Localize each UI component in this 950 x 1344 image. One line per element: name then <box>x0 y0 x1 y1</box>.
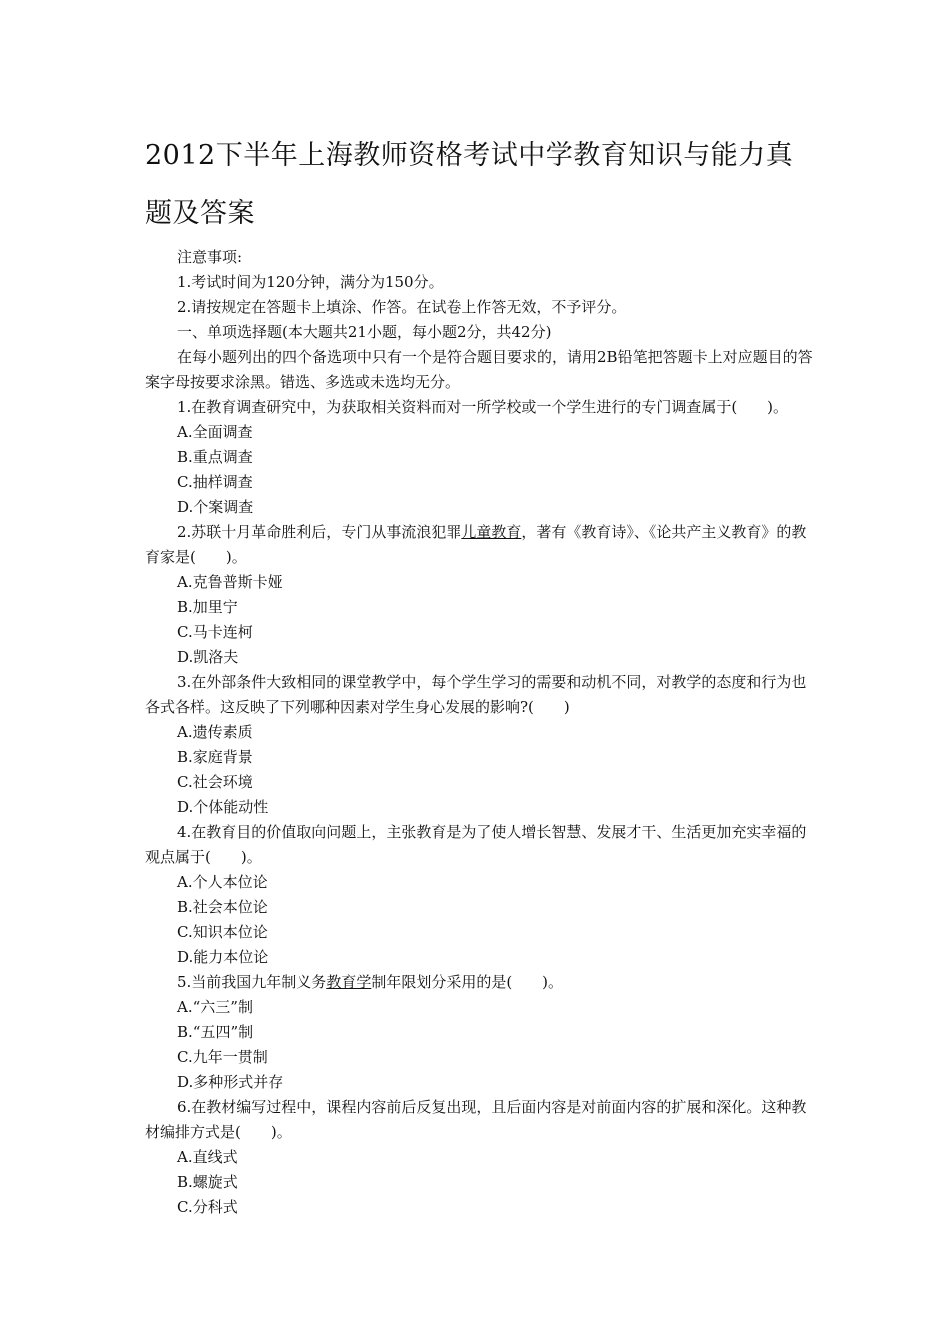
stem-link-children-education[interactable]: 儿童教育 <box>461 523 522 541</box>
question-4 <box>145 820 815 970</box>
question-1 <box>145 395 815 520</box>
question-stem <box>145 970 815 995</box>
notice-heading: 注意事项: <box>177 248 243 266</box>
section-heading: 一、单项选择题(本大题共21小题，每小题2分，共42分) <box>177 323 552 341</box>
option-a: A.全面调查 <box>177 423 253 441</box>
document-title: 2012下半年上海教师资格考试中学教育知识与能力真题及答案 <box>145 140 794 229</box>
document-page <box>145 0 815 1220</box>
option-d: D.能力本位论 <box>177 948 269 966</box>
option-b: B.重点调查 <box>177 448 253 466</box>
stem-text-before: 5.当前我国九年制义务 <box>177 973 327 991</box>
notice-item-1: 1.考试时间为120分钟，满分为150分。 <box>177 273 444 291</box>
question-stem <box>145 520 815 570</box>
option-d: D.个案调查 <box>177 498 254 516</box>
option-c: C.知识本位论 <box>177 923 268 941</box>
option-a: A.“六三”制 <box>177 998 253 1016</box>
option-c: C.抽样调查 <box>177 473 253 491</box>
stem-text-before: 2.苏联十月革命胜利后，专门从事流浪犯罪 <box>177 523 462 541</box>
option-c: C.社会环境 <box>177 773 253 791</box>
option-a: A.个人本位论 <box>177 873 268 891</box>
option-c: C.九年一贯制 <box>177 1048 268 1066</box>
question-stem: 6.在教材编写过程中，课程内容前后反复出现，且后面内容是对前面内容的扩展和深化。这种教材编排方式是( )。 <box>145 1098 807 1141</box>
question-2 <box>145 520 815 670</box>
option-b: B.加里宁 <box>177 598 238 616</box>
option-d: D.凯洛夫 <box>177 648 239 666</box>
stem-text-after: 制年限划分采用的是( )。 <box>371 973 564 991</box>
question-stem: 4.在教育目的价值取向问题上，主张教育是为了使人增长智慧、发展才干、生活更加充实幸福的观点属于( )。 <box>145 823 807 866</box>
option-a: A.遗传素质 <box>177 723 253 741</box>
option-a: A.直线式 <box>177 1148 238 1166</box>
option-b: B.社会本位论 <box>177 898 268 916</box>
question-5 <box>145 970 815 1095</box>
stem-link-pedagogy[interactable]: 教育学 <box>326 973 372 991</box>
option-b: B.“五四”制 <box>177 1023 254 1041</box>
option-c: C.马卡连柯 <box>177 623 253 641</box>
option-a: A.克鲁普斯卡娅 <box>177 573 283 591</box>
notice-item-2: 2.请按规定在答题卡上填涂、作答。在试卷上作答无效，不予评分。 <box>177 298 627 316</box>
question-stem: 1.在教育调查研究中，为获取相关资料而对一所学校或一个学生进行的专门调查属于( )。 <box>177 398 789 416</box>
document-body <box>145 245 815 1220</box>
option-d: D.多种形式并存 <box>177 1073 284 1091</box>
option-c: C.分科式 <box>177 1198 238 1216</box>
option-b: B.螺旋式 <box>177 1173 238 1191</box>
question-stem: 3.在外部条件大致相同的课堂教学中，每个学生学习的需要和动机不同，对教学的态度和行为也各式各样。这反映了下列哪种因素对学生身心发展的影响?( ) <box>145 673 807 716</box>
question-3 <box>145 670 815 820</box>
option-b: B.家庭背景 <box>177 748 253 766</box>
option-d: D.个体能动性 <box>177 798 269 816</box>
section-instructions: 在每小题列出的四个备选项中只有一个是符合题目要求的，请用2B铅笔把答题卡上对应题目的答案字母按要求涂黑。错选、多选或未选均无分。 <box>145 348 813 391</box>
question-6 <box>145 1095 815 1220</box>
stem-text-after: ，著有《教育诗》、《论共产主义教育》的教育家是( )。 <box>145 523 807 566</box>
